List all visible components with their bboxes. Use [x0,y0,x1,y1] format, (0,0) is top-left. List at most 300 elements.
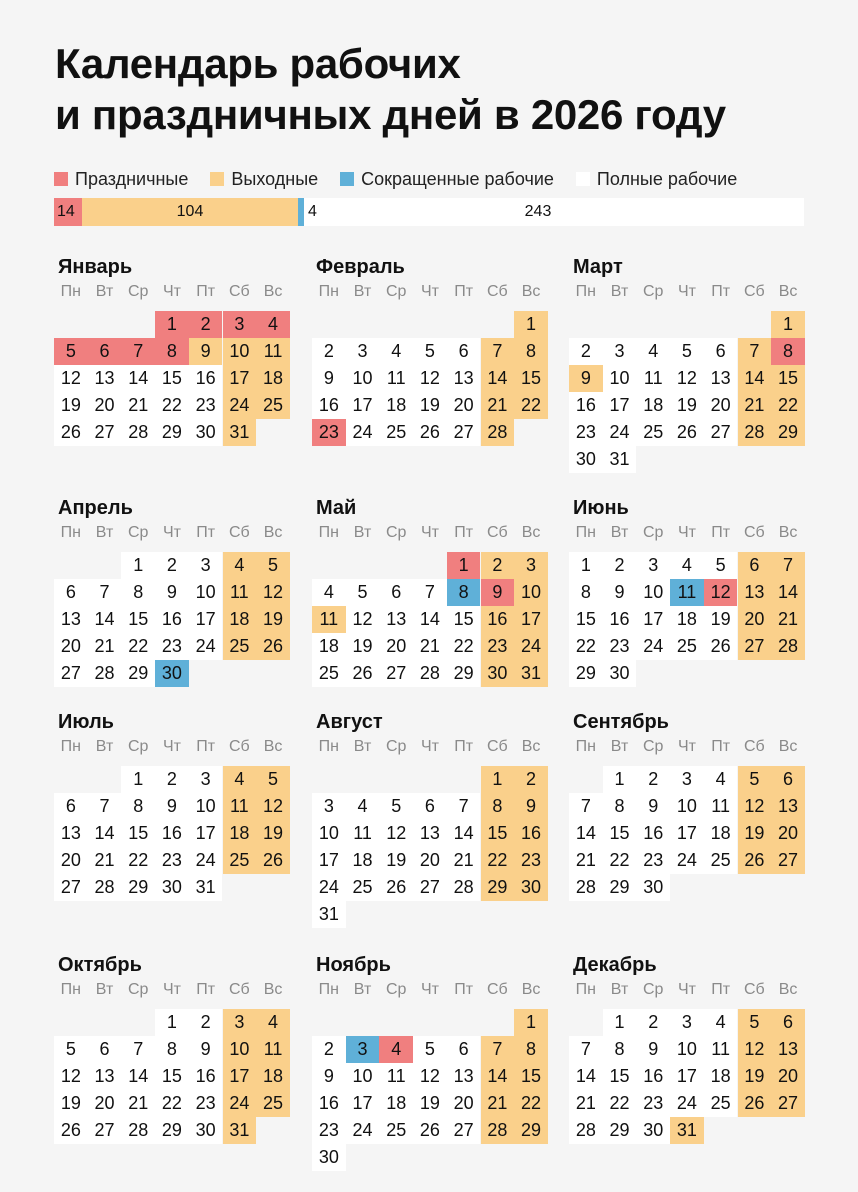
day-cell: 24 [189,847,223,874]
day-cell: 20 [771,820,805,847]
weekday-label: Ср [386,981,407,998]
day-cell: 13 [54,606,88,633]
day-cell: 18 [636,392,670,419]
day-cell: 16 [312,392,346,419]
day-cell: 19 [256,606,290,633]
day-cell: 22 [447,633,481,660]
day-cell: 19 [54,1090,88,1117]
day-cell: 15 [771,365,805,392]
day-cell: 18 [312,633,346,660]
weekday-label: Вс [521,283,541,300]
day-cell: 10 [670,1036,704,1063]
day-cell: 12 [738,1036,772,1063]
day-cell: 28 [481,419,515,446]
legend-item-weekend [210,169,318,190]
day-cell: 18 [379,392,413,419]
day-cell: 11 [256,338,290,365]
day-cell: 4 [704,1009,738,1036]
day-cell: 1 [121,766,155,793]
weekday-label: Вс [521,524,541,541]
day-cell: 3 [312,793,346,820]
day-cell: 19 [379,847,413,874]
day-cell: 8 [771,338,805,365]
day-cell: 25 [704,1090,738,1117]
weekday-label: Чт [420,524,439,541]
day-cell: 9 [312,1063,346,1090]
day-cell: 23 [189,392,223,419]
day-cell: 12 [738,793,772,820]
day-cell: 30 [481,660,515,687]
day-cell: 28 [121,419,155,446]
day-cell: 1 [771,311,805,338]
day-cell: 11 [256,1036,290,1063]
month-name: Февраль [316,256,405,278]
day-cell: 11 [312,606,346,633]
day-cell: 29 [481,874,515,901]
day-cell: 28 [447,874,481,901]
day-cell: 25 [223,847,257,874]
day-cell: 19 [670,392,704,419]
day-cell: 24 [346,419,380,446]
day-cell: 24 [514,633,548,660]
day-cell: 22 [569,633,603,660]
day-cell: 30 [312,1144,346,1171]
day-cell: 2 [312,1036,346,1063]
day-cell: 30 [155,874,189,901]
day-cell: 5 [54,1036,88,1063]
day-cell: 10 [346,1063,380,1090]
month-name: Март [573,256,623,278]
weekday-header [54,737,290,757]
day-cell: 6 [771,1009,805,1036]
day-cell: 21 [481,1090,515,1117]
day-cell: 29 [447,660,481,687]
day-cell: 6 [54,579,88,606]
day-cell: 27 [771,847,805,874]
day-cell: 1 [603,766,637,793]
day-cell: 23 [481,633,515,660]
day-cell: 14 [121,365,155,392]
day-cell: 7 [771,552,805,579]
day-cell: 1 [121,552,155,579]
day-cell: 21 [771,606,805,633]
day-cell: 3 [603,338,637,365]
day-cell: 12 [54,1063,88,1090]
month-name: Январь [58,256,133,278]
day-cell: 23 [603,633,637,660]
day-cell: 12 [379,820,413,847]
day-cell: 16 [603,606,637,633]
day-cell: 15 [514,1063,548,1090]
weekday-label: Вт [353,283,372,300]
weekday-header [54,282,290,302]
day-cell: 31 [670,1117,704,1144]
day-cell: 23 [514,847,548,874]
day-cell: 18 [256,365,290,392]
day-cell: 14 [569,1063,603,1090]
weekday-label: Ср [386,738,407,755]
day-cell: 21 [88,847,122,874]
day-cell: 20 [771,1063,805,1090]
day-cell: 5 [256,552,290,579]
day-cell: 29 [155,419,189,446]
weekday-label: Ср [128,981,149,998]
day-cell: 4 [256,1009,290,1036]
weekday-label: Вс [778,738,798,755]
day-cell: 16 [312,1090,346,1117]
day-cell: 15 [155,365,189,392]
weekday-label: Пн [318,524,340,541]
day-cell: 1 [603,1009,637,1036]
weekday-label: Вт [95,524,114,541]
day-cell: 3 [670,766,704,793]
day-cell: 27 [54,660,88,687]
holiday-swatch [54,172,68,186]
day-cell: 21 [738,392,772,419]
day-cell: 8 [569,579,603,606]
day-cell: 2 [189,1009,223,1036]
day-cell: 29 [121,874,155,901]
weekday-label: Вс [778,981,798,998]
day-cell: 14 [447,820,481,847]
day-cell: 11 [704,793,738,820]
day-cell: 19 [413,392,447,419]
day-cell: 17 [346,1090,380,1117]
day-cell: 9 [189,1036,223,1063]
day-cell: 17 [670,820,704,847]
weekday-label: Пн [575,981,597,998]
day-cell: 4 [379,338,413,365]
weekday-header [569,282,805,302]
day-cell: 2 [155,766,189,793]
weekday-label: Вт [95,283,114,300]
weekday-label: Вт [610,981,629,998]
day-cell: 28 [771,633,805,660]
weekday-label: Сб [228,981,250,998]
weekday-label: Пн [60,524,82,541]
day-cell: 25 [379,419,413,446]
day-cell: 7 [481,1036,515,1063]
weekday-label: Чт [677,981,696,998]
day-cell: 6 [54,793,88,820]
day-cell: 24 [189,633,223,660]
month-name: Август [316,711,383,733]
weekday-label: Пт [711,738,731,755]
legend-label-weekend: Выходные [231,168,319,189]
day-cell: 27 [704,419,738,446]
day-cell: 3 [189,766,223,793]
weekday-label: Пт [454,981,474,998]
day-cell: 28 [569,1117,603,1144]
day-cell: 27 [88,419,122,446]
day-cell: 12 [413,1063,447,1090]
day-cell: 24 [312,874,346,901]
day-cell: 27 [379,660,413,687]
weekday-label: Пт [454,738,474,755]
weekday-label: Сб [486,524,508,541]
day-cell: 29 [569,660,603,687]
day-cell: 31 [223,1117,257,1144]
weekday-label: Пн [575,738,597,755]
day-cell: 20 [413,847,447,874]
day-cell: 23 [312,1117,346,1144]
day-cell: 24 [603,419,637,446]
month-name: Июнь [573,497,629,519]
day-cell: 14 [569,820,603,847]
day-cell: 23 [155,633,189,660]
weekday-label: Пт [711,283,731,300]
month-name: Ноябрь [316,954,391,976]
day-cell: 17 [346,392,380,419]
weekday-header [54,980,290,1000]
day-cell: 22 [514,1090,548,1117]
weekday-label: Ср [386,283,407,300]
day-cell: 24 [636,633,670,660]
day-cell: 18 [379,1090,413,1117]
day-cell: 29 [155,1117,189,1144]
day-cell: 22 [771,392,805,419]
day-cell: 13 [54,820,88,847]
day-cell: 20 [704,392,738,419]
totals-full: 243 [524,203,552,220]
day-cell: 18 [704,1063,738,1090]
day-cell: 9 [636,793,670,820]
day-cell: 25 [704,847,738,874]
day-cell: 16 [155,820,189,847]
day-cell: 3 [346,1036,380,1063]
day-cell: 3 [670,1009,704,1036]
day-cell: 10 [189,793,223,820]
day-cell: 15 [447,606,481,633]
weekday-label: Ср [643,524,664,541]
day-cell: 22 [481,847,515,874]
day-cell: 21 [447,847,481,874]
day-cell: 2 [312,338,346,365]
month-name: Декабрь [573,954,657,976]
weekday-label: Пн [318,981,340,998]
day-cell: 30 [569,446,603,473]
day-cell: 5 [346,579,380,606]
totals-holiday: 14 [54,198,82,226]
day-cell: 10 [189,579,223,606]
day-cell: 3 [636,552,670,579]
day-cell: 4 [670,552,704,579]
day-cell: 1 [514,311,548,338]
weekday-header [312,737,548,757]
day-cell: 10 [346,365,380,392]
title-line-2: и праздничных дней в 2026 году [55,91,726,138]
day-cell: 21 [481,392,515,419]
day-cell: 22 [514,392,548,419]
weekday-label: Сб [486,981,508,998]
day-cell: 14 [121,1063,155,1090]
day-cell: 22 [121,847,155,874]
month-name: Май [316,497,357,519]
day-cell: 18 [704,820,738,847]
day-cell: 15 [514,365,548,392]
day-cell: 11 [670,579,704,606]
day-cell: 7 [481,338,515,365]
day-cell: 11 [223,579,257,606]
day-cell: 5 [738,766,772,793]
day-cell: 8 [514,1036,548,1063]
day-cell: 19 [256,820,290,847]
day-cell: 16 [155,606,189,633]
day-cell: 6 [771,766,805,793]
day-cell: 13 [738,579,772,606]
day-cell: 3 [346,338,380,365]
weekday-header [54,523,290,543]
day-cell: 10 [223,338,257,365]
day-cell: 17 [670,1063,704,1090]
day-cell: 1 [569,552,603,579]
day-cell: 4 [223,766,257,793]
day-cell: 12 [704,579,738,606]
day-cell: 18 [346,847,380,874]
day-cell: 20 [54,633,88,660]
day-cell: 1 [514,1009,548,1036]
day-cell: 15 [155,1063,189,1090]
day-cell: 6 [379,579,413,606]
day-cell: 27 [738,633,772,660]
day-cell: 21 [88,633,122,660]
day-cell: 8 [121,579,155,606]
day-cell: 3 [223,311,257,338]
day-cell: 20 [379,633,413,660]
day-cell: 28 [121,1117,155,1144]
weekday-header [312,980,548,1000]
day-cell: 26 [54,1117,88,1144]
day-cell: 14 [88,606,122,633]
day-cell: 27 [413,874,447,901]
day-cell: 23 [155,847,189,874]
day-cell: 24 [223,392,257,419]
day-cell: 20 [447,1090,481,1117]
day-cell: 4 [704,766,738,793]
weekday-label: Сб [743,283,765,300]
day-cell: 6 [88,1036,122,1063]
day-cell: 29 [121,660,155,687]
month-name: Июль [58,711,114,733]
day-cell: 15 [121,820,155,847]
day-cell: 4 [256,311,290,338]
day-cell: 10 [636,579,670,606]
day-cell: 10 [603,365,637,392]
day-cell: 8 [514,338,548,365]
day-cell: 19 [704,606,738,633]
weekday-label: Чт [420,738,439,755]
day-cell: 25 [636,419,670,446]
day-cell: 20 [54,847,88,874]
day-cell: 15 [121,606,155,633]
weekday-label: Вт [353,981,372,998]
day-cell: 29 [514,1117,548,1144]
day-cell: 2 [636,1009,670,1036]
weekday-label: Сб [228,283,250,300]
day-cell: 13 [771,793,805,820]
day-cell: 11 [704,1036,738,1063]
weekday-label: Чт [162,524,181,541]
day-cell: 2 [155,552,189,579]
day-cell: 8 [447,579,481,606]
day-cell: 27 [447,1117,481,1144]
day-cell: 10 [514,579,548,606]
day-cell: 16 [189,365,223,392]
weekday-header [312,282,548,302]
day-cell: 8 [603,793,637,820]
day-cell: 3 [189,552,223,579]
weekday-label: Чт [677,738,696,755]
day-cell: 18 [256,1063,290,1090]
day-cell: 5 [54,338,88,365]
day-cell: 3 [223,1009,257,1036]
day-cell: 8 [155,338,189,365]
day-cell: 14 [413,606,447,633]
day-cell: 20 [88,392,122,419]
day-cell: 9 [155,793,189,820]
weekday-label: Вс [778,524,798,541]
day-cell: 1 [447,552,481,579]
day-cell: 22 [603,847,637,874]
day-cell: 28 [569,874,603,901]
day-cell: 25 [379,1117,413,1144]
day-cell: 6 [447,338,481,365]
day-cell: 2 [636,766,670,793]
weekday-label: Чт [162,283,181,300]
day-cell: 7 [569,1036,603,1063]
day-cell: 16 [569,392,603,419]
day-cell: 30 [189,1117,223,1144]
day-cell: 26 [738,1090,772,1117]
day-cell: 7 [121,1036,155,1063]
page-title [55,38,726,140]
day-cell: 10 [223,1036,257,1063]
weekday-label: Вс [263,738,283,755]
day-cell: 29 [603,1117,637,1144]
legend [54,168,737,190]
day-cell: 30 [155,660,189,687]
weekday-label: Вт [95,981,114,998]
day-cell: 10 [312,820,346,847]
day-cell: 21 [121,1090,155,1117]
day-cell: 9 [155,579,189,606]
day-cell: 17 [223,365,257,392]
day-cell: 22 [603,1090,637,1117]
day-cell: 18 [223,820,257,847]
legend-item-holiday [54,169,188,190]
day-cell: 26 [670,419,704,446]
day-cell: 27 [447,419,481,446]
weekday-label: Чт [162,981,181,998]
day-cell: 13 [413,820,447,847]
day-cell: 15 [569,606,603,633]
legend-label-short: Сокращенные рабочие [361,168,554,189]
day-cell: 15 [603,820,637,847]
legend-item-short [340,169,554,190]
day-cell: 4 [346,793,380,820]
day-cell: 8 [121,793,155,820]
day-cell: 18 [223,606,257,633]
weekday-label: Вс [263,524,283,541]
day-cell: 9 [569,365,603,392]
day-cell: 26 [738,847,772,874]
day-cell: 5 [256,766,290,793]
day-cell: 29 [771,419,805,446]
day-cell: 31 [223,419,257,446]
day-cell: 25 [670,633,704,660]
day-cell: 14 [481,1063,515,1090]
day-cell: 5 [413,1036,447,1063]
